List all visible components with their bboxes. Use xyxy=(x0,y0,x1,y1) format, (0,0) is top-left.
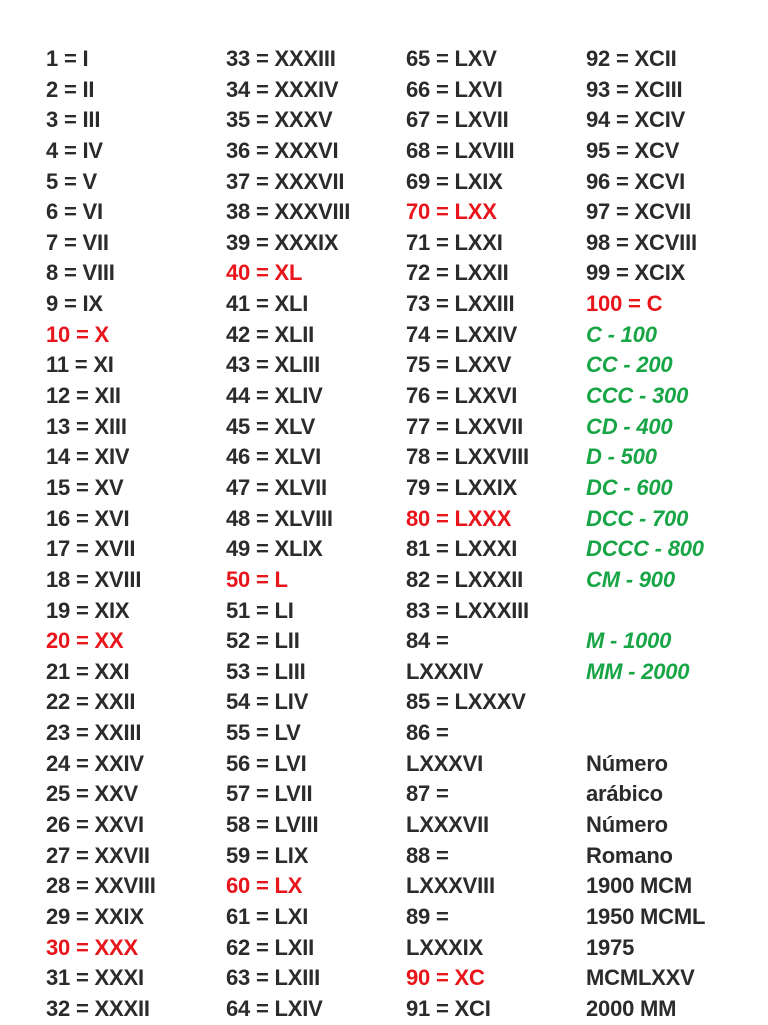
numeral-line-highlight: 50 = L xyxy=(226,566,288,592)
numeral-line: 72 = LXXII xyxy=(406,260,509,286)
numeral-line-highlight: 30 = XXX xyxy=(46,934,138,960)
numeral-line: 89 = xyxy=(406,903,449,929)
numeral-line: 51 = LI xyxy=(226,597,294,623)
numeral-line-highlight: 80 = LXXX xyxy=(406,505,512,531)
numeral-line: 34 = XXXIV xyxy=(226,76,339,102)
numeral-line: 4 = IV xyxy=(46,137,103,163)
numeral-line: Romano xyxy=(586,842,673,868)
numeral-line: 48 = XLVIII xyxy=(226,505,333,531)
numeral-line-highlight: 60 = LX xyxy=(226,873,303,899)
numeral-line: 32 = XXXII xyxy=(46,995,150,1021)
numeral-line: LXXXVIII xyxy=(406,873,495,899)
column-3 xyxy=(406,44,529,1025)
numeral-line: 55 = LV xyxy=(226,720,301,746)
numeral-line: 81 = LXXXI xyxy=(406,536,518,562)
hundreds-line: D - 500 xyxy=(586,444,657,470)
numeral-line: 88 = xyxy=(406,842,449,868)
numeral-line: 7 = VII xyxy=(46,229,109,255)
numeral-line: 8 = VIII xyxy=(46,260,115,286)
numeral-line: 87 = xyxy=(406,781,449,807)
numeral-line: LXXXIV xyxy=(406,658,484,684)
column-4 xyxy=(586,44,705,1025)
numeral-line: 66 = LXVI xyxy=(406,76,503,102)
hundreds-line: DCC - 700 xyxy=(586,505,689,531)
numeral-line: 39 = XXXIX xyxy=(226,229,339,255)
numeral-line: 31 = XXXI xyxy=(46,965,144,991)
numeral-line-highlight: 20 = XX xyxy=(46,628,124,654)
numeral-line: 25 = XXV xyxy=(46,781,138,807)
numeral-line: 1 = I xyxy=(46,46,89,71)
numeral-line: 16 = XVI xyxy=(46,505,130,531)
numeral-line: 46 = XLVI xyxy=(226,444,322,470)
numeral-line: 71 = LXXI xyxy=(406,229,503,255)
numeral-line: 92 = XCII xyxy=(586,46,677,71)
hundreds-line: DC - 600 xyxy=(586,474,673,500)
blank-line xyxy=(586,687,705,718)
numeral-line: 47 = XLVII xyxy=(226,474,327,500)
numeral-line: 94 = XCIV xyxy=(586,107,686,133)
numeral-line: 1975 xyxy=(586,934,635,960)
numeral-line: 91 = XCI xyxy=(406,995,491,1021)
blank-line xyxy=(586,596,705,627)
numeral-line: 27 = XXVII xyxy=(46,842,150,868)
numeral-line: 24 = XXIV xyxy=(46,750,144,776)
column-1 xyxy=(46,44,156,1025)
numeral-line: 95 = XCV xyxy=(586,137,680,163)
numeral-line: 68 = LXVIII xyxy=(406,137,515,163)
hundreds-line: MM - 2000 xyxy=(586,658,690,684)
hundreds-line: CCC - 300 xyxy=(586,383,689,409)
numeral-line: 77 = LXXVII xyxy=(406,413,524,439)
numeral-line: 67 = LXVII xyxy=(406,107,509,133)
numeral-line: 21 = XXI xyxy=(46,658,130,684)
numeral-line: 44 = XLIV xyxy=(226,383,323,409)
numeral-line: 45 = XLV xyxy=(226,413,316,439)
numeral-line: 54 = LIV xyxy=(226,689,309,715)
numeral-line: 6 = VI xyxy=(46,199,103,225)
numeral-line: 33 = XXXIII xyxy=(226,46,336,71)
hundreds-line: M - 1000 xyxy=(586,628,672,654)
numeral-line: 96 = XCVI xyxy=(586,168,686,194)
numeral-line: arábico xyxy=(586,781,663,807)
numeral-line: 1900 MCM xyxy=(586,873,692,899)
hundreds-line: DCCC - 800 xyxy=(586,536,704,562)
numeral-line: 2000 MM xyxy=(586,995,677,1021)
numeral-line: 63 = LXIII xyxy=(226,965,320,991)
hundreds-line: CM - 900 xyxy=(586,566,675,592)
numeral-line: 28 = XXVIII xyxy=(46,873,156,899)
hundreds-line: CD - 400 xyxy=(586,413,673,439)
numeral-line: 73 = LXXIII xyxy=(406,291,515,317)
numeral-line: 35 = XXXV xyxy=(226,107,333,133)
numeral-line: 75 = LXXV xyxy=(406,352,512,378)
column-2 xyxy=(226,44,350,1025)
numeral-line: Número xyxy=(586,812,668,838)
numeral-line: 82 = LXXXII xyxy=(406,566,524,592)
numeral-line: 64 = LXIV xyxy=(226,995,323,1021)
numeral-line: 58 = LVIII xyxy=(226,812,319,838)
numeral-line: 86 = xyxy=(406,720,449,746)
numeral-line: 2 = II xyxy=(46,76,95,102)
numeral-line: 18 = XVIII xyxy=(46,566,142,592)
numeral-line: 49 = XLIX xyxy=(226,536,323,562)
numeral-line: MCMLXXV xyxy=(586,965,695,991)
numeral-line: 1950 MCML xyxy=(586,903,706,929)
numeral-line: 22 = XXII xyxy=(46,689,136,715)
numeral-line: 99 = XCIX xyxy=(586,260,686,286)
numeral-line: 43 = XLIII xyxy=(226,352,320,378)
numeral-line-highlight: 70 = LXX xyxy=(406,199,497,225)
numeral-line: 37 = XXXVII xyxy=(226,168,345,194)
numeral-line: 69 = LXIX xyxy=(406,168,503,194)
numeral-line: 85 = LXXXV xyxy=(406,689,526,715)
numeral-line: 12 = XII xyxy=(46,383,121,409)
numeral-line: 9 = IX xyxy=(46,291,103,317)
numeral-line: 93 = XCIII xyxy=(586,76,683,102)
numeral-line: LXXXVI xyxy=(406,750,484,776)
numeral-line: 53 = LIII xyxy=(226,658,306,684)
numeral-line: 26 = XXVI xyxy=(46,812,144,838)
numeral-line: 38 = XXXVIII xyxy=(226,199,351,225)
numeral-line: 42 = XLII xyxy=(226,321,315,347)
numeral-line: 13 = XIII xyxy=(46,413,127,439)
blank-line xyxy=(586,718,705,749)
numeral-line: 84 = xyxy=(406,628,449,654)
numeral-line: 62 = LXII xyxy=(226,934,315,960)
numeral-line: 15 = XV xyxy=(46,474,124,500)
numeral-line: 57 = LVII xyxy=(226,781,313,807)
numeral-line: 11 = XI xyxy=(46,352,114,378)
numeral-line: 56 = LVI xyxy=(226,750,307,776)
numeral-line: LXXXVII xyxy=(406,812,489,838)
numeral-line: 41 = XLI xyxy=(226,291,309,317)
numeral-line: 17 = XVII xyxy=(46,536,136,562)
numeral-line: 36 = XXXVI xyxy=(226,137,339,163)
hundreds-line: C - 100 xyxy=(586,321,657,347)
numeral-line: 23 = XXIII xyxy=(46,720,142,746)
numeral-line: LXXXIX xyxy=(406,934,484,960)
numeral-line-highlight: 40 = XL xyxy=(226,260,303,286)
numeral-line: 59 = LIX xyxy=(226,842,309,868)
numeral-line: 65 = LXV xyxy=(406,46,497,71)
numeral-line: Número xyxy=(586,750,668,776)
numeral-line: 61 = LXI xyxy=(226,903,309,929)
numeral-line: 76 = LXXVI xyxy=(406,383,518,409)
numeral-line: 3 = III xyxy=(46,107,101,133)
numeral-line: 97 = XCVII xyxy=(586,199,692,225)
numeral-line: 78 = LXXVIII xyxy=(406,444,529,470)
numeral-line-highlight: 90 = XC xyxy=(406,965,485,991)
numeral-line: 74 = LXXIV xyxy=(406,321,518,347)
numeral-line: 29 = XXIX xyxy=(46,903,144,929)
numeral-line: 83 = LXXXIII xyxy=(406,597,529,623)
numeral-line: 52 = LII xyxy=(226,628,300,654)
hundreds-line: CC - 200 xyxy=(586,352,673,378)
numeral-line: 19 = XIX xyxy=(46,597,130,623)
numeral-line: 14 = XIV xyxy=(46,444,130,470)
numeral-line: 5 = V xyxy=(46,168,97,194)
numeral-line-highlight: 10 = X xyxy=(46,321,110,347)
numeral-line-highlight: 100 = C xyxy=(586,291,663,317)
numeral-line: 98 = XCVIII xyxy=(586,229,697,255)
numeral-line: 79 = LXXIX xyxy=(406,474,518,500)
